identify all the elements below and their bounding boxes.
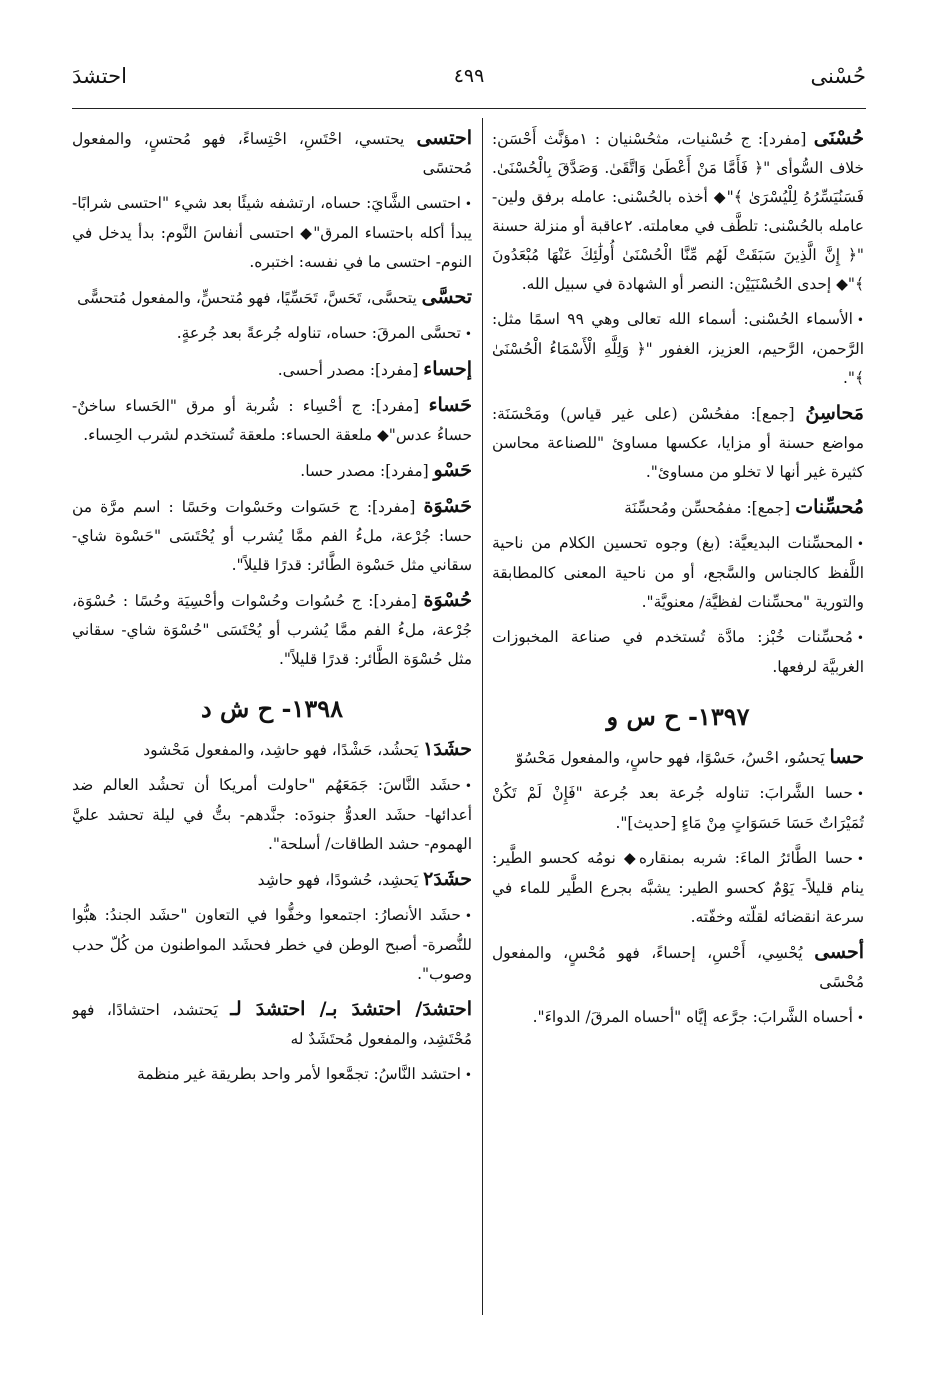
entry-text: يَحشُد، حَشْدًا، فهو حاشِد، والمفعول مَحْشود — [143, 741, 419, 759]
sub-entry-text: حسا الطَّائرُ الماءَ: شربه بمنقاره◆ نومُه كحسو الطَّير: ينام قليلاً- يَوْمٌ كحسو الطير: يشبَّه بجرع الطَّير للماء في سرعة انقضائه لقلّته وخفّته. — [492, 849, 864, 926]
sub-entry-text: حشَد النَّاسَ: جَمَعَهُم "حاولت أمريكا أن تحشُد العالم ضد أعدائها- حشَد العدوُّ جنودَه: جنَّدهم- بتُّ في ليلة تحشد عليَّ الهموم- حشد الطاقات/ أسلحة". — [72, 776, 472, 853]
bullet: • — [464, 1068, 472, 1082]
sub-entry — [72, 901, 472, 989]
bullet: • — [856, 852, 864, 866]
entry — [492, 493, 864, 523]
sub-entry — [72, 189, 472, 277]
sub-entry-text: احتسى الشَّايَ: حساه، ارتشفه شيئًا بعد شيء "احتسى شرابًا- يبدأ أكله باحتساء المرق"◆ احتسى أنفاسَ النَّوم: بدأ يدخل في النوم- احتسى ما في نفسه: اختبره. — [72, 194, 472, 271]
entry-text: [مفرد]: مصدر أحسى. — [277, 361, 419, 379]
header-rule — [72, 108, 866, 109]
headword: احتسى — [416, 127, 472, 149]
entry-text: [مفرد]: ج حُسْنيات، مثحُسْنيان : ١مؤنَّث أَحْسَن: خلاف السُّوأى "﴿ فَأَمَّا مَنْ أَعْطَىٰ وَاتَّقَىٰ. وَصَدَّقَ بِالْحُسْنَىٰ. فَسَنُيَسِّرُهُ لِلْيُسْرَىٰ ﴾"◆ أخذه بالحُسْنى: عامله برفق ولين- عامله بالحُسْنى: تلطَّف في معاملته. ٢عاقبة أو منزلة حسنة "﴿ إِنَّ الَّذِينَ سَبَقَتْ لَهُم مِّنَّا الْحُسْنَىٰ أُولَٰئِكَ عَنْهَا مُبْعَدُونَ ﴾"◆ إحدى الحُسْنَيَيْن: النصر أو الشهادة في سبيل الله. — [492, 130, 864, 293]
bullet: • — [856, 631, 864, 645]
entry — [72, 586, 472, 674]
sub-entry — [492, 623, 864, 682]
entry — [492, 124, 864, 299]
entry — [492, 743, 864, 773]
entry-text: [جمع]: مفحُسْن (على غير قياس) ومَحْسَنَة: مواضع حسنة أو مزايا، عكسها مساوئ "للصناعة محاسن كثيرة غير أنها لا تخلو من مساوئ". — [492, 405, 864, 481]
entry-text: [جمع]: مفمُحسِّن ومُحسِّنَة — [624, 499, 791, 517]
root-section-heading: ١٣٩٨- ح ش د — [200, 694, 344, 723]
sub-entry-text: أحساه الشَّرابَ: جرَّعه إيَّاه "أحساه المرقَ/ الدواءَ". — [532, 1008, 853, 1026]
headword: حُسْنَى — [813, 127, 864, 149]
entry — [72, 355, 472, 385]
headword: حشَدَ٢ — [423, 868, 472, 890]
headword: حَسْو — [433, 459, 472, 481]
headword: حَساء — [428, 394, 472, 416]
header-guide-word-left: احتشدَ — [72, 64, 127, 88]
entry — [72, 124, 472, 183]
headword: حسا — [829, 746, 864, 768]
sub-entry-text: حشَد الأنصارُ: اجتمعوا وخفُّوا في التعاون "حشَد الجندُ: هبُّوا للنُّصرة- أصبح الوطن في خطر فحشَد المواطنون من كُلّ حدب وصوب". — [72, 906, 472, 983]
entry-text: يَحشِد، حُشودًا، فهو حاشِد — [257, 871, 419, 889]
bullet: • — [856, 313, 864, 327]
column-divider — [482, 118, 483, 1315]
left-column — [72, 124, 472, 1323]
entry-text: يَحسُو، احْسُ، حَسْوًا، فهو حاسٍ، والمفعول مَحْسُوّ — [515, 749, 825, 767]
sub-entry-text: المحسِّنات البديعيَّة: (بغ) وجوه تحسين الكلام من ناحية اللَّفظ كالجناس والسَّجع، أو من ناحية المعنى كالمطابقة والتورية "محسِّنات لفظيَّة/ معنويَّة". — [492, 534, 864, 611]
sub-entry-text: مُحسِّنات خُبْز: مادَّة تُستخدم في صناعة المخبوزات الغربيَّة لرفعها. — [492, 628, 864, 676]
sub-entry-text: الأسماء الحُسْنى: أسماء الله تعالى وهي ٩٩ اسمًا مثل: الرَّحمن، الرَّحيم، العزيز، الغفور "﴿ وَلِلَّهِ الْأَسْمَاءُ الْحُسْنَىٰ ﴾". — [492, 310, 864, 387]
right-column — [492, 124, 864, 1323]
bullet: • — [464, 779, 472, 793]
entry — [72, 492, 472, 580]
sub-entry — [492, 529, 864, 617]
entry — [72, 995, 472, 1054]
headword: مَحاسِنُ — [805, 402, 864, 424]
bullet: • — [464, 197, 472, 211]
sub-entry — [492, 305, 864, 393]
sub-entry-text: تحسَّى المرقَ: حساه، تناوله جُرعةً بعد جُرعةٍ. — [176, 324, 461, 342]
headword: حشَدَ١ — [423, 738, 472, 760]
entry-text: يحتسي، احْتَسِ، احْتِساءً، فهو مُحتسٍ، والمفعول مُحتسًى — [72, 130, 472, 177]
bullet: • — [464, 909, 472, 923]
sub-entry — [72, 319, 472, 349]
entry — [72, 391, 472, 450]
entry — [72, 456, 472, 486]
headword: تحسَّى — [421, 286, 472, 308]
bullet: • — [856, 1011, 864, 1025]
entry-text: يَحتشد، احتشادًا، فهو مُحْتَشِد، والمفعول مُحتَشَدٌ له — [72, 1001, 472, 1048]
page-header — [72, 56, 866, 96]
headword: أحسى — [814, 941, 864, 963]
entry — [72, 735, 472, 765]
sub-entry — [492, 1003, 864, 1033]
bullet: • — [856, 787, 864, 801]
sub-entry-text: احتشد النَّاسُ: تجمَّعوا لأمر واحد بطريقة غير منظمة — [137, 1065, 461, 1083]
entry — [492, 938, 864, 997]
page-number: ٤٩٩ — [453, 65, 485, 87]
bullet: • — [464, 327, 472, 341]
entry — [72, 283, 472, 313]
headword: حَسْوَة — [423, 495, 472, 517]
headword: حُسْوَة — [423, 589, 472, 611]
headword: احتشدَ/ احتشدَ بـ/ احتشدَ لـ — [230, 998, 472, 1020]
entry — [492, 399, 864, 487]
headword: إحساء — [423, 358, 472, 380]
entry — [72, 865, 472, 895]
root-section-heading: ١٣٩٧- ح س و — [606, 702, 750, 731]
sub-entry — [492, 779, 864, 838]
entry-text: [مفرد]: ج أحْسِاء : شُربة أو مرق "الحَساء ساخنٌ- حساءُ عدس"◆ ملعقة الحساء: ملعقة تُستخدم لشرب الحِساء. — [72, 397, 472, 444]
header-guide-word-right: حُسْنى — [810, 64, 866, 88]
sub-entry — [72, 771, 472, 859]
headword: مُحسِّنات — [795, 496, 864, 518]
bullet: • — [856, 537, 864, 551]
entry-text: يتحسَّى، تَحَسَّ، تَحَسِّيًا، فهو مُتحسٍّ، والمفعول مُتحسًّى — [77, 289, 417, 307]
entry-text: [مفرد]: ج حُسُوات وحُسْوات وأحْسِيَة وحُسًا : حُسْوَة، جُرْعة، ملءُ الفم ممَّا يُشرب أو يُحْتَسَى "حُسْوَة شاي- سقاني مثل حُسْوَة الطَّائر: قدرًا قليلاً". — [72, 592, 472, 668]
entry-text: [مفرد]: ج حَسَوات وحَسْوات وحَسًا : اسم مرَّة من حسا: جُرْعة، ملءُ الفم ممَّا يُشرب أو يُحْتَسَى "حَسْوة شاي- سقاني مثل حَسْوة الطَّائر: قدرًا قليلاً". — [72, 498, 472, 574]
sub-entry — [492, 844, 864, 932]
entry-text: [مفرد]: مصدر حسا. — [300, 462, 429, 480]
entry-text: يُحْسِي، أَحْسِ، إحساءً، فهو مُحْسٍ، والمفعول مُحْسًى — [492, 944, 864, 991]
sub-entry — [72, 1060, 472, 1090]
sub-entry-text: حسا الشَّرابَ: تناوله جُرعة بعد جُرعة "فَإِنْ لَمْ تَكُنْ تُمَيْرَاتٌ حَسَا حَسَوَاتٍ مِنْ مَاءٍ [حديث]". — [492, 784, 864, 832]
